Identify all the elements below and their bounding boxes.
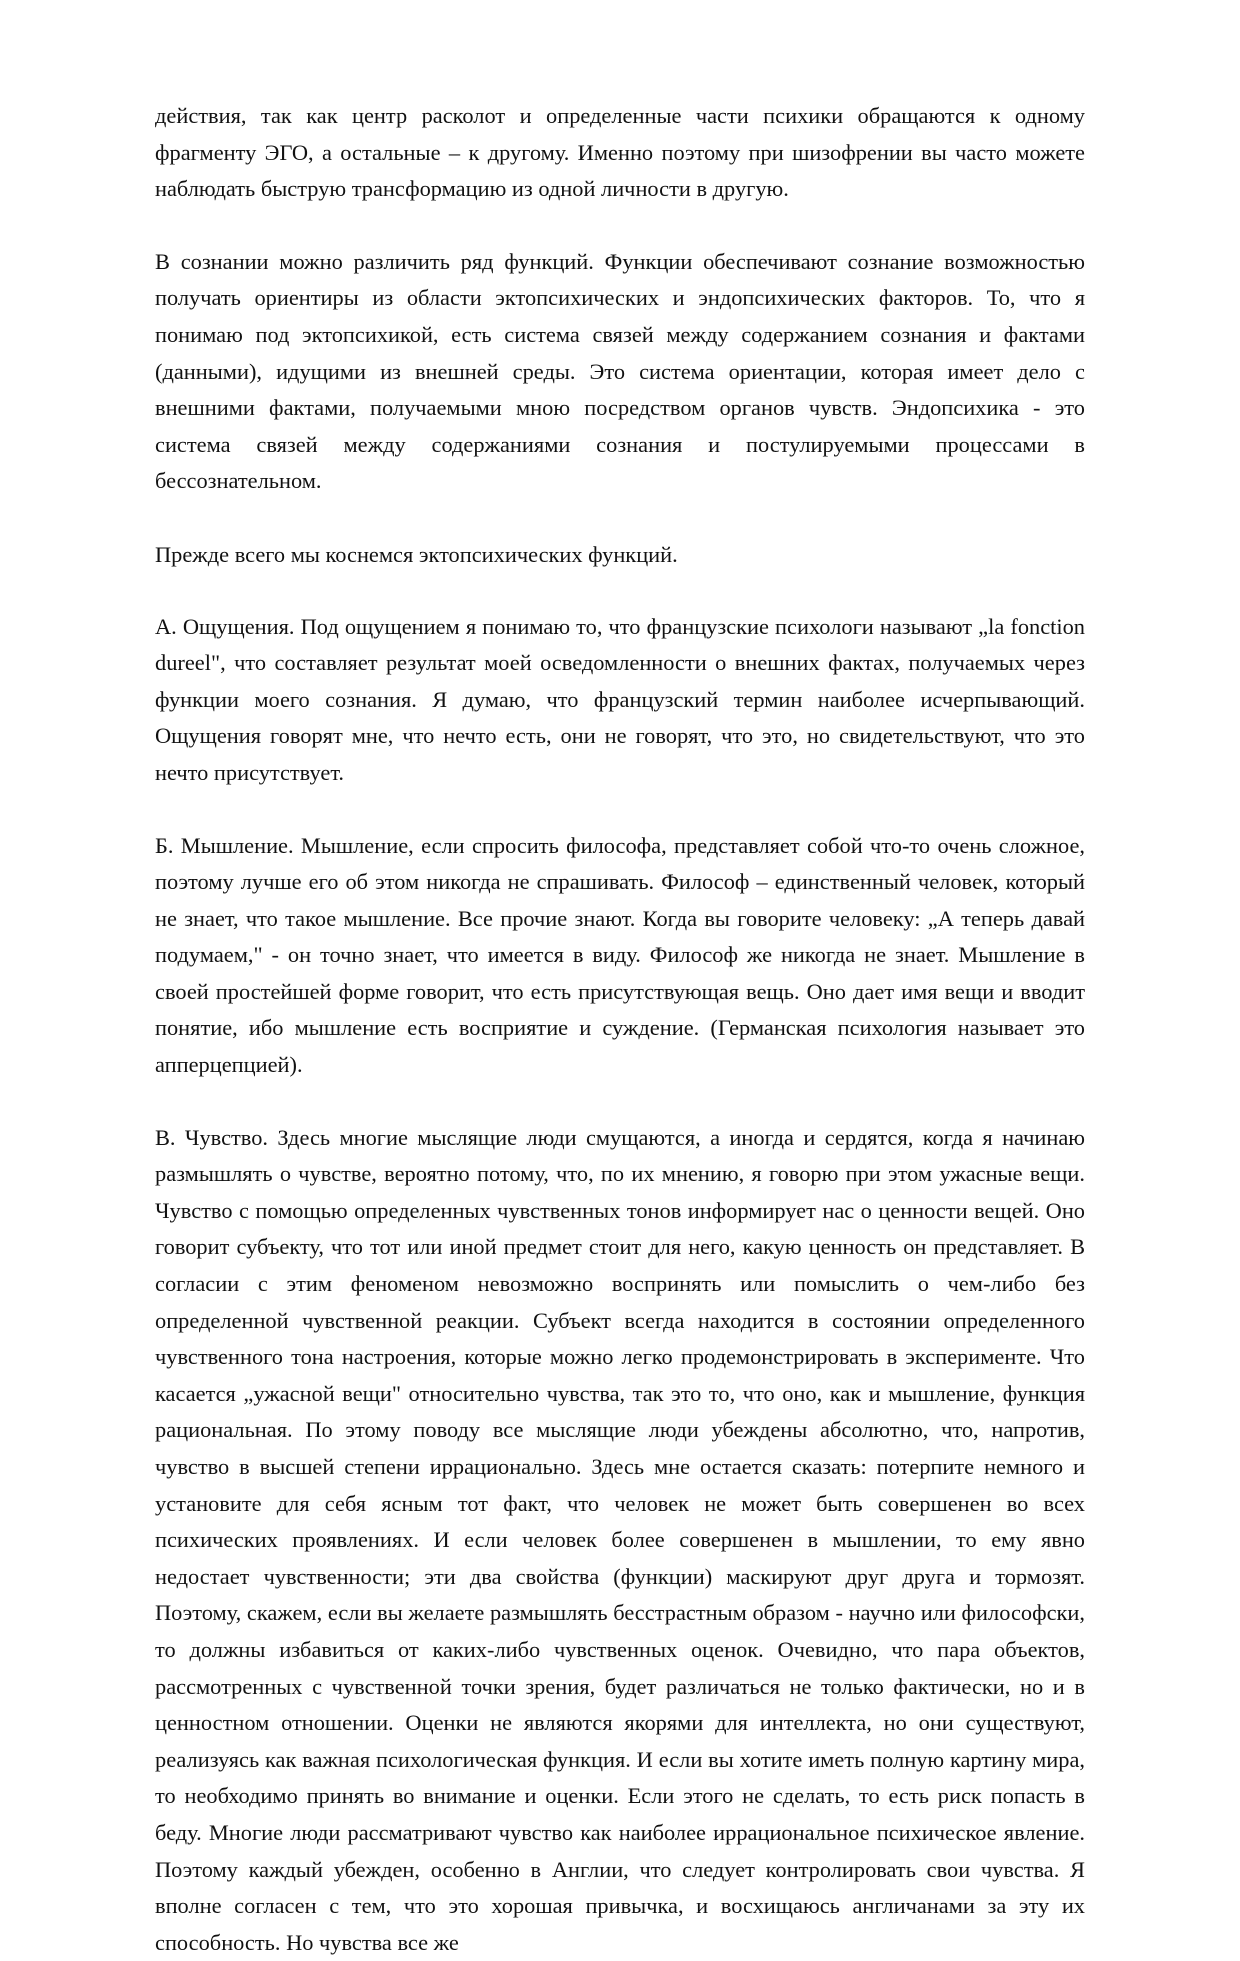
paragraph-item-c-feeling: В. Чувство. Здесь многие мыслящие люди смущаются, а иногда и сердятся, когда я начинаю размышлять о чувстве, вероятно потому, что, по их мнению, я говорю при этом ужасные вещи. Чувство с помощью определенных чувственных тонов информирует нас о ценности вещей. Оно говорит субъекту, что тот или иной предмет стоит для него, какую ценность он представляет. В согласии с этим феноменом невозможно воспринять или помыслить о чем-либо без определенной чувственной реакции. Субъект всегда находится в состоянии определенного чувственного тона настроения, которые можно легко продемонстрировать в эксперименте. Что касается „ужасной вещи" относительно чувства, так это то, что оно, как и мышление, функция рациональная. По этому поводу все мыслящие люди убеждены абсолютно, что, напротив, чувство в высшей степени иррационально. Здесь мне остается сказать: потерпите немного и установите для себя ясным тот факт, что человек не может быть совершенен во всех психических проявлениях. И если человек более совершенен в мышлении, то ему явно недостает чувственности; эти два свойства (функции) маскируют друг друга и тормозят. Поэтому, скажем, если вы желаете размышлять бесстрастным образом - научно или философски, то должны избавиться от каких-либо чувственных оценок. Очевидно, что пара объектов, рассмотренных с чувственной точки зрения, будет различаться не только фактически, но и в ценностном отношении. Оценки не являются якорями для интеллекта, но они существуют, реализуясь как важная психологическая функция. И если вы хотите иметь полную картину мира, то необходимо принять во внимание и оценки. Если этого не сделать, то есть риск попасть в беду. Многие люди рассматривают чувство как наиболее иррациональное психическое явление. Поэтому каждый убежден, особенно в Англии, что следует контролировать свои чувства. Я вполне согласен с тем, что это хорошая привычка, и восхищаюсь англичанами за эту их способность. Но чувства все же [155,1124,1085,1955]
paragraph-item-b-thinking: Б. Мышление. Мышление, если спросить философа, представляет собой что-то очень сложное, поэтому лучше его об этом никогда не спрашивать. Философ – единственный человек, который не знает, что такое мышление. Все прочие знают. Когда вы говорите человеку: „А теперь давай подумаем," - он точно знает, что имеется в виду. Философ же никогда не знает. Мышление в своей простейшей форме говорит, что есть присутствующая вещь. Оно дает имя вещи и вводит понятие, ибо мышление есть восприятие и суждение. (Германская психология называет это апперцепцией). [155,832,1085,1078]
paragraph-intro-ectopsychic: Прежде всего мы коснемся эктопсихических функций. [155,541,678,567]
paragraph-continuation: действия, так как центр расколот и определенные части психики обращаются к одному фрагменту ЭГО, а остальные – к другому. Именно поэтому при шизофрении вы часто можете наблюдать быструю трансформацию из одной личности в другую. [155,103,1085,202]
paragraph-item-a-sensation: А. Ощущения. Под ощущением я понимаю то, что французские психологи называют „la fonction dureel", что составляет результат моей осведомленности о внешних фактах, получаемых через функции моего сознания. Я думаю, что французский термин наиболее исчерпывающий. Ощущения говорят мне, что нечто есть, они не говорят, что это, но свидетельствуют, что это нечто присутствует. [155,613,1085,785]
text-column [155,98,1085,1961]
paragraph-consciousness-functions: В сознании можно различить ряд функций. Функции обеспечивают сознание возможностью получать ориентиры из области эктопсихических и эндопсихических факторов. То, что я понимаю под эктопсихикой, есть система связей между содержанием сознания и фактами (данными), идущими из внешней среды. Это система ориентации, которая имеет дело с внешними фактами, получаемыми мною посредством органов чувств. Эндопсихика - это система связей между содержаниями сознания и постулируемыми процессами в бессознательном. [155,248,1085,494]
